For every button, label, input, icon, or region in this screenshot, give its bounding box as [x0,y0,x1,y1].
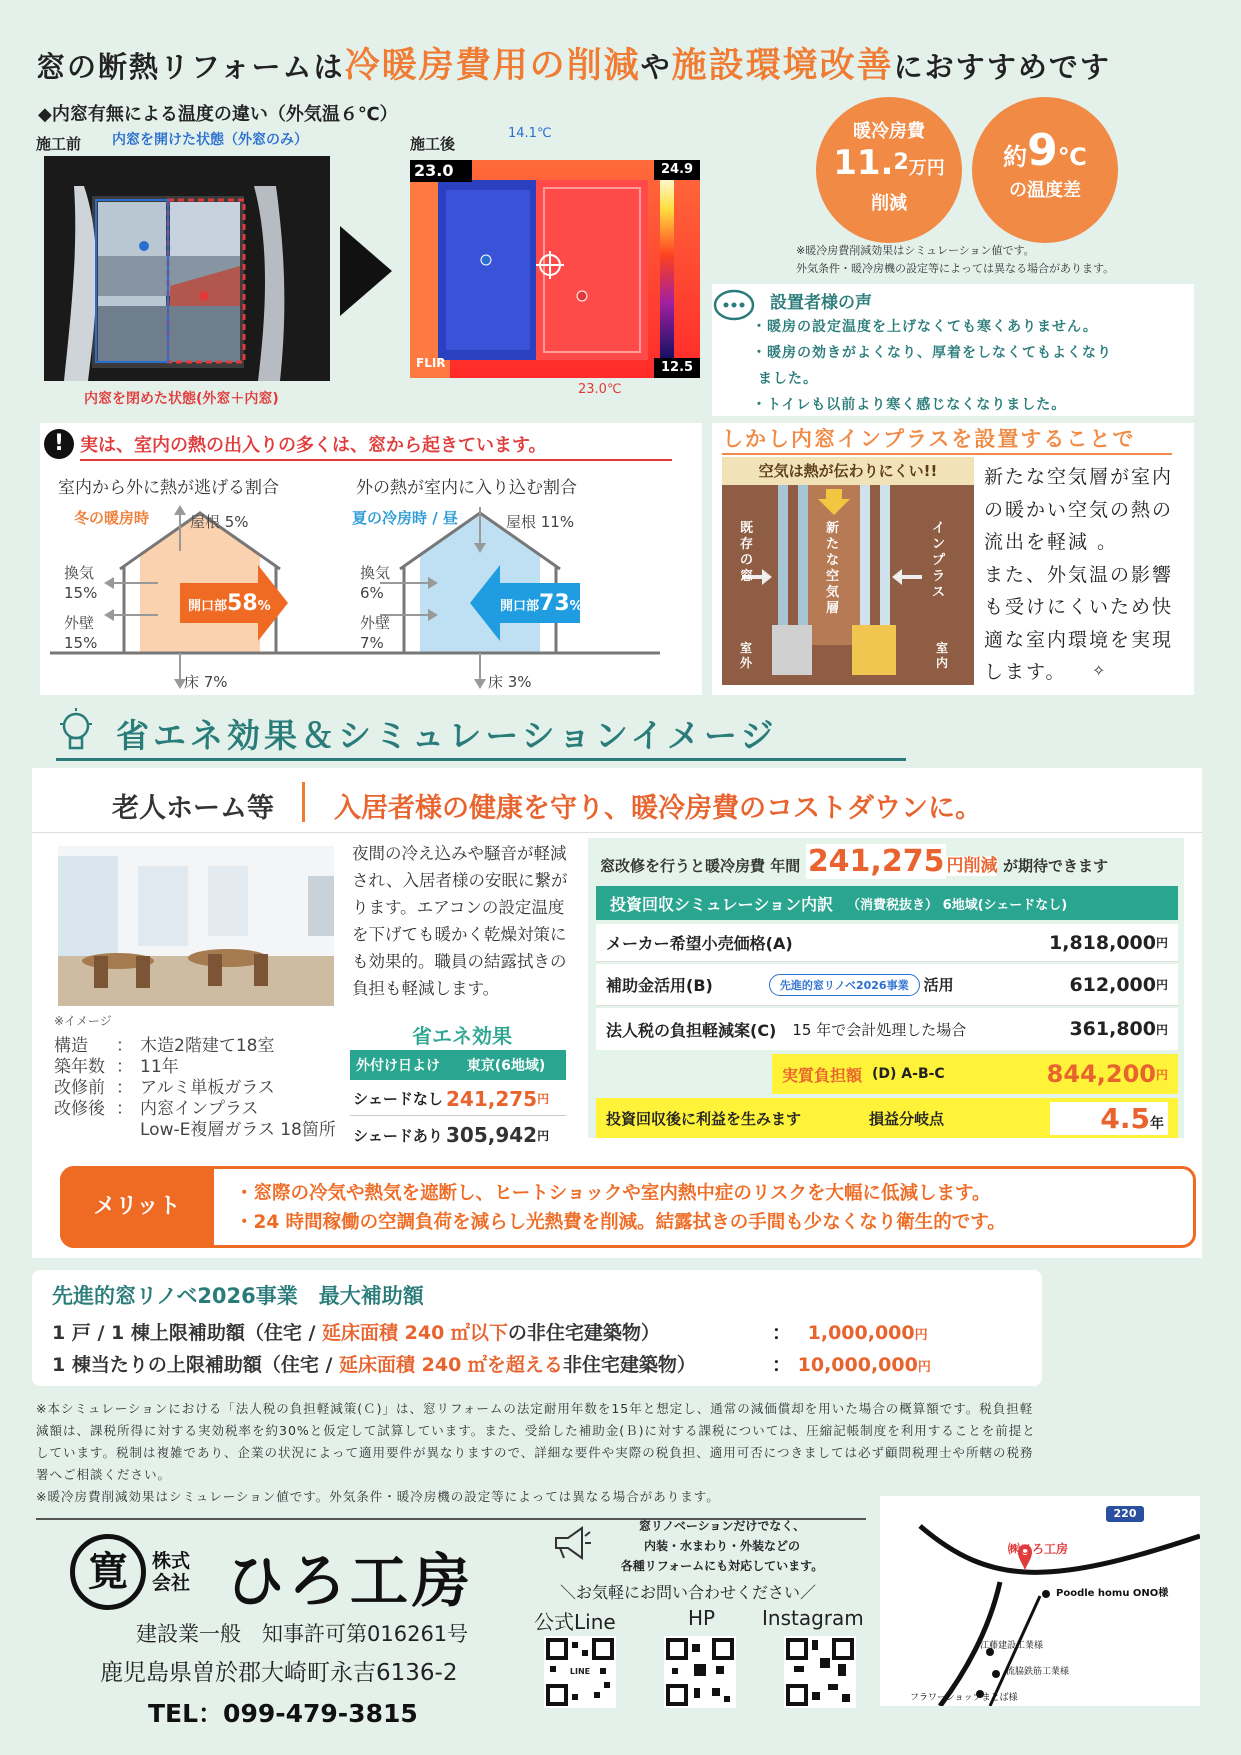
subsidy-card [32,1270,1042,1386]
yen-unit: 円 [917,1360,931,1375]
sim-row-key: 投資回収後に利益を生みます [606,1109,802,1128]
room-photo [58,846,334,1006]
breakeven-box [1050,1102,1168,1135]
headline [36,38,1216,88]
vent-value: 6% [360,584,384,602]
sim-row-mid: 損益分岐点 [869,1109,945,1128]
merit-item: ・24 時間稼働の空調負荷を減らし光熱費を削減。結露拭きの手間も少なくなり衛生的です。 [235,1212,1006,1233]
colon: ： [772,1354,792,1376]
badge-number: 11. [833,143,894,183]
sim-lead-text: 窓改修を行うと暖冷房費 年間 [600,857,801,875]
yen-unit: 円 [1155,936,1168,950]
right-vent [360,563,390,603]
desc-line: も受けにくいため快 [984,596,1174,618]
spec-sep: ： [116,1057,133,1077]
year-unit: 年 [1150,1115,1164,1132]
disclaimer-line: ※暖冷房費削減効果はシミュレーション値です。外気条件・暖冷房機の設定等によっては異なる場合があります。 [36,1489,720,1504]
merit-label: メリット [60,1166,214,1248]
case-tagline: 入居者様の健康を守り、暖冷房費のコストダウンに。 [334,793,982,824]
desc-line: の暖かい空気の熱の [984,498,1174,521]
temp-top-label: 14.1℃ [508,126,552,141]
opening-pct: % [569,599,583,614]
corp-mark [152,1550,190,1594]
scale-max: 24.9 [661,162,694,177]
voices-list [752,314,1112,418]
eco-row-value: 241,275 [446,1086,538,1111]
merit-list [235,1179,1006,1237]
divider [32,832,1202,833]
badge-label: の温度差 [1009,180,1081,201]
badge-prefix: 約 [1003,143,1028,171]
sim-head-text: 投資回収シミュレーション内訳 [610,894,834,914]
eco-head [350,1050,566,1080]
opening-label: 開口部 [500,599,540,614]
badge-number: 9 [1027,125,1058,176]
headline-highlight: 施設環境改善 [671,46,894,86]
sim-row-value: 4.5 [1100,1101,1150,1135]
spec-key: 改修後 [54,1099,105,1119]
company-logo: 寛 [70,1534,146,1610]
open-caption: 内窓を開けた状態（外窓のみ） [112,132,308,148]
voice-item: ました。 [758,371,818,387]
eco-head-cell: 外付け日よけ [356,1058,440,1074]
sim-row-c [596,1008,1178,1050]
contact-line: 窓リノベーションだけでなく、 [638,1519,806,1533]
window-photo-illustration [44,156,330,381]
inplus-banner: 空気は熱が伝わりにくい!! [722,457,974,485]
voice-item: ・暖房の効きがよくなり、厚着をしなくてもよくなり [752,345,1112,361]
eco-head-cell: 東京(6地域) [466,1058,546,1074]
sim-row-value: 1,818,000 [1049,931,1156,954]
spec-sep: ： [116,1099,133,1119]
contact-line: 各種リフォームにも対応しています。 [620,1559,824,1573]
desc-line: します。 [984,661,1067,683]
disclaimer-line: ※本シミュレーションにおける「法人税の負担軽減策(Ｃ)」は、窓リフォームの法定耐用年数を15年と想定し、通常の減価償却を用いた場合の概算額です。税負担軽 [36,1401,1034,1416]
subsidy-value-2 [772,1350,931,1377]
subsidy-value-1 [772,1318,928,1345]
eco-row [350,1118,566,1152]
spec-row [54,1099,336,1120]
desc-line: 夜間の冷え込みや騒音が軽減 [352,844,567,863]
corp-text: 会社 [152,1572,191,1594]
disclaimer-line: 署へご相談ください。 [36,1467,172,1482]
voice-item: ・暖房の設定温度を上げなくても寒くありません。 [752,319,1098,335]
label-existing-window: 既存の窓 [740,521,754,584]
inplus-desc [984,461,1173,689]
disclaimer-line: 減額は、課税所得に対する実効税率を約30%と仮定して試算しています。また、受給した補助金(Ｂ)に対する課税については、圧縮記帳制度を利用することを前提と [36,1423,1036,1438]
access-map[interactable] [880,1496,1200,1706]
sim-lead-unit: 円削減 [946,856,998,876]
case-card [32,768,1202,1258]
after-label: 施工後 [410,135,456,153]
badge-value [816,143,962,189]
yen-unit: 円 [1155,978,1168,992]
thermal-illustration [410,160,700,378]
spec-value: 木造2階建て18室 [140,1036,275,1056]
scale-min: 12.5 [661,360,694,375]
left-floor: 床 7% [184,673,228,691]
headline-text: 窓の断熱リフォームは [36,50,345,84]
sim-row-key: 実質負担額 [782,1065,863,1085]
badge-decimal: 2 [893,150,909,175]
section-title: 省エネ効果＆シミュレーションイメージ [116,716,778,755]
colon: ： [772,1322,792,1344]
label-inside: 室内 [936,641,949,670]
speech-bubble-icon [712,288,756,324]
subsidy-amount: 1,000,000 [807,1322,915,1344]
badge-note: ※暖冷房費削減効果はシミュレーション値です。 [796,244,1035,257]
wall-value: 15% [64,634,98,652]
section-underline [56,758,906,761]
arrow-right-icon [340,226,392,316]
lightbulb-icon [56,706,96,756]
sim-row-mid: 15 年で会計処理した場合 [792,1020,967,1039]
sim-row-mid: 活用 [923,976,954,994]
left-roof: 屋根 5% [190,513,249,531]
right-roof: 屋根 11% [506,513,575,531]
right-season: 夏の冷房時 / 昼 [352,509,458,527]
sim-row-key: メーカー希望小売価格(A) [606,934,793,953]
desc-line: 適な室内環境を実現 [984,628,1174,651]
contact-ask: ＼お気軽にお問い合わせください／ [560,1583,817,1602]
headline-text: におすすめです [893,50,1111,84]
badge-label: 削減 [871,193,907,214]
spec-row [54,1036,336,1057]
wall-label: 外壁 [64,614,95,632]
spec-sep: ： [116,1036,133,1056]
eco-row-key: シェードあり [353,1126,443,1145]
left-season: 冬の暖房時 [74,509,150,527]
sim-lead [600,844,1108,879]
yen-unit: 円 [537,1092,550,1106]
sim-row-e [596,1098,1178,1138]
sim-row-a [596,924,1178,962]
voices-title: 設置者様の声 [770,293,872,313]
wall-value: 7% [360,634,384,652]
vent-label: 換気 [64,564,95,582]
spec-row [54,1057,336,1078]
savings-badge [816,97,962,243]
spec-row [54,1120,336,1141]
sim-head-note: （消費税抜き） 6地域(シェードなし) [847,897,1068,913]
spec-list [54,1036,336,1141]
wall-label: 外壁 [360,614,391,632]
desc-line: 新たな空気層が室内 [984,466,1174,488]
merit-item: ・窓際の冷気や熱気を遮断し、ヒートショックや室内熱中症のリスクを大幅に低減します。 [235,1183,991,1204]
yen-unit: 円 [914,1328,928,1343]
spec-value: 11年 [140,1057,179,1077]
headline-text: や [640,50,672,84]
spec-key: 構造 [54,1036,88,1056]
closed-caption: 内窓を閉めた状態(外窓＋内窓) [84,391,279,407]
spec-key: 改修前 [54,1078,105,1098]
heat-ratio-card [40,423,702,695]
desc-line: も効果的。職員の結露拭きの [352,952,567,971]
company-name: ひろ工房 [226,1547,475,1615]
sparkle-icon: ✧ [1092,661,1106,680]
vent-label: 換気 [360,564,391,582]
merit-box [60,1166,1196,1248]
desc-line: 負担も軽減します。 [352,979,500,998]
badge-note: 外気条件・暖冷房機の設定等によっては異なる場合があります。 [796,262,1115,275]
hp-qr-code[interactable] [664,1636,736,1708]
temp-diff-badge [972,97,1118,243]
subsidy-row-1 [52,1318,660,1345]
map-place: 流脇鉄筋工業様 [1006,1667,1070,1677]
subsidy-text: の非住宅建築物） [507,1322,660,1344]
megaphone-icon [550,1524,592,1564]
contact-note [592,1516,852,1576]
inplus-diagram [722,457,974,685]
left-wall [64,613,97,653]
opening-label: 開口部 [188,599,228,614]
map-place: フラワーショップまとば様 [910,1693,1018,1703]
corp-text: 株式 [152,1550,191,1572]
image-note: ※イメージ [54,1014,112,1028]
opening-value: 58 [227,591,258,616]
left-title: 室内から外に熱が逃げる割合 [58,478,279,498]
sim-row-value: 361,800 [1069,1018,1156,1040]
spec-row [54,1078,336,1099]
spec-value: Low-E複層ガラス 18箇所 [140,1120,336,1140]
qr-label-line: 公式Line [534,1610,616,1634]
badge-unit: ℃ [1057,143,1087,171]
map-place: Poodle homu ONO様 [1056,1588,1169,1599]
sim-row-key: 法人税の負担軽減案(C) [606,1020,777,1040]
badge-unit: 万円 [908,158,945,179]
spec-key: 築年数 [54,1057,105,1077]
line-qr-code[interactable] [544,1636,616,1708]
thermal-readout: 23.0 [414,161,454,180]
disclaimer [36,1398,1210,1508]
yen-unit: 円 [1155,1067,1168,1082]
sim-head [596,886,1178,920]
thermal-image [410,160,700,378]
company-tel: TEL：099-479-3815 [148,1699,418,1728]
inplus-card [712,423,1194,695]
eco-row-key: シェードなし [353,1090,443,1108]
right-title: 外の熱が室内に入り込む割合 [356,478,577,498]
spec-value: 内窓インプラス [140,1099,259,1119]
spec-sep: ： [116,1078,133,1098]
map-company: ㈱ひろ工房 [1008,1542,1069,1556]
sim-row-d [772,1054,1178,1094]
subsidy-title: 先進的窓リノベ2026事業 最大補助額 [52,1284,424,1308]
left-opening [188,591,271,616]
before-photo [44,156,330,381]
headline-highlight: 冷暖房費用の削減 [344,46,641,86]
company-address: 鹿児島県曽於郡大崎町永吉6136-2 [100,1660,458,1686]
opening-pct: % [257,599,271,614]
thermal-title: ◆内窓有無による温度の違い（外気温６℃） [38,104,398,125]
desc-line: また、外気温の影響 [984,563,1174,586]
heat-alert: 実は、室内の熱の出入りの多くは、窓から起きています。 [80,431,672,461]
label-air-layer: 新たな空気層 [826,521,840,616]
eco-title: 省エネ効果 [412,1024,512,1048]
desc-line: され、入居者様の安眠に繋が [352,871,568,890]
desc-line: ります。エアコンの設定温度 [352,898,565,917]
sim-lead-text: が期待できます [1003,857,1109,875]
desc-line: 流出を軽減 。 [984,531,1119,553]
sim-row-key: 補助金活用(B) [606,976,713,995]
subsidy-text: 非住宅建築物） [562,1354,696,1376]
badge-value [972,125,1118,176]
sim-row-value: 612,000 [1069,973,1156,996]
right-wall [360,613,390,653]
sim-row-mid: (D) A-B-C [872,1066,945,1082]
instagram-qr-code[interactable] [784,1636,856,1708]
right-floor: 床 3% [488,673,532,691]
before-label: 施工前 [36,135,82,153]
subsidy-text: 1 戸 / 1 棟上限補助額（住宅 / [52,1322,323,1344]
subsidy-badge: 先進的窓リノベ2026事業 [769,974,920,996]
voice-item: ・トイレも以前より寒く感じなくなりました。 [752,397,1067,413]
label-inplus: インプラス [932,521,946,600]
vent-value: 15% [64,584,98,602]
subsidy-text: 1 棟当たりの上限補助額（住宅 / [52,1354,340,1376]
eco-row-value: 305,942 [446,1123,538,1147]
badge-label: 暖冷房費 [853,121,925,142]
subsidy-highlight: 延床面積 240 ㎡を超える [339,1354,563,1376]
route-number: 220 [1113,1507,1137,1520]
sim-row-value: 844,200 [1046,1060,1156,1088]
divider [302,782,305,822]
subsidy-highlight: 延床面積 240 ㎡以下 [322,1322,508,1344]
disclaimer-line: しています。税制は複雑であり、企業の状況によって適用要件が異なりますので、詳細な要件や実際の税負担、適用可否につきましては必ず顧問税理士や所轄の税務 [36,1445,1034,1460]
flir-logo: FLIR [416,356,446,370]
exclamation-icon: ! [44,429,74,459]
line-mark: LINE [567,1664,593,1680]
qr-label-hp: HP [688,1606,716,1630]
right-opening [500,591,583,616]
yen-unit: 円 [537,1128,550,1143]
room-illustration [58,846,334,1006]
temp-bottom-label: 23.0℃ [578,382,622,397]
contact-line: 内装・水まわり・外装などの [643,1539,800,1553]
opening-value: 73 [539,591,570,616]
map-place: 江藤建設工業様 [980,1641,1044,1651]
subsidy-row-2 [52,1350,696,1377]
case-category: 老人ホーム等 [112,793,274,824]
case-desc [352,840,568,1002]
qr-label-instagram: Instagram [762,1606,864,1630]
yen-unit: 円 [1155,1022,1168,1037]
eco-row [350,1082,566,1116]
label-outside: 室外 [740,641,753,670]
sim-lead-value: 241,275 [807,844,945,879]
inplus-title: しかし内窓インプラスを設置することで [722,423,1172,455]
desc-line: を下げても暖かく乾燥対策に [352,925,567,944]
voices-card [712,284,1194,416]
spec-value: アルミ単板ガラス [140,1078,275,1098]
sim-row-b [596,964,1178,1006]
company-license: 建設業一般 知事許可第016261号 [136,1622,469,1646]
left-vent [64,563,97,603]
subsidy-amount: 10,000,000 [797,1354,918,1376]
